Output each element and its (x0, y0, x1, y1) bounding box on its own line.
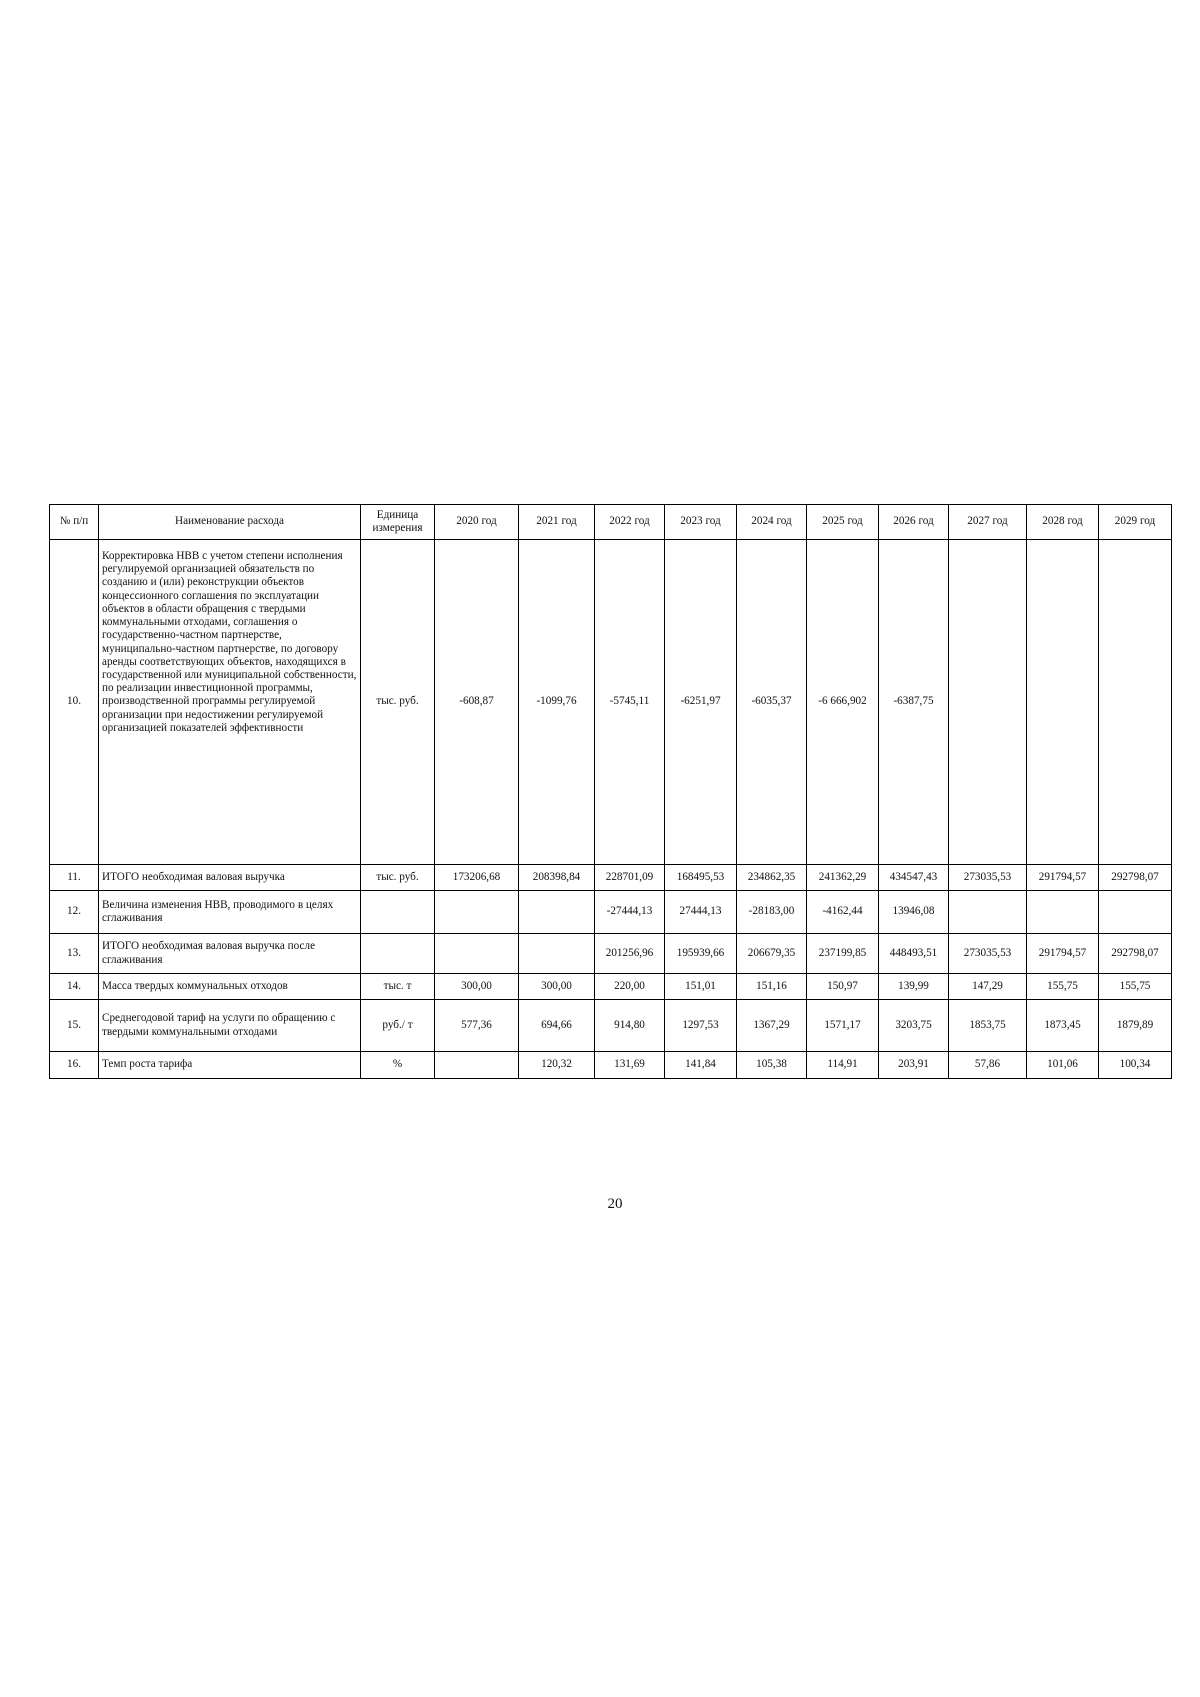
tariff-table (49, 504, 1172, 1079)
expense-name-cell: Масса твердых коммунальных отходов (99, 974, 361, 1000)
column-header: Единица измерения (361, 505, 435, 540)
column-header: 2028 год (1027, 505, 1099, 540)
value-cell: 292798,07 (1099, 865, 1172, 891)
value-cell: 241362,29 (807, 865, 879, 891)
value-cell: -28183,00 (737, 891, 807, 934)
value-cell (519, 891, 595, 934)
value-cell: -27444,13 (595, 891, 665, 934)
value-cell: 105,38 (737, 1052, 807, 1079)
value-cell: 434547,43 (879, 865, 949, 891)
value-cell: 577,36 (435, 1000, 519, 1052)
value-cell: 273035,53 (949, 934, 1027, 974)
value-cell: 155,75 (1099, 974, 1172, 1000)
table-row (50, 1052, 1172, 1079)
column-header: 2026 год (879, 505, 949, 540)
value-cell: -4162,44 (807, 891, 879, 934)
expense-name-cell: Корректировка НВВ с учетом степени исполнения регулируемой организацией обязательств по созданию и (или) реконструкции объектов концессионного соглашения по эксплуатации объектов в области обращения с твердыми коммунальными отходами, соглашения о государственно-частном партнерстве, муниципально-частном партнерстве, по договору аренды соответствующих объектов, находящихся в государственной или муниципальной собственности, по реализации инвестиционной программы, производственной программы регулируемой организации при недостижении регулируемой организацией показателей эффективности (99, 540, 361, 865)
column-header: 2021 год (519, 505, 595, 540)
column-header: 2020 год (435, 505, 519, 540)
value-cell: -6 666,902 (807, 540, 879, 865)
table-body (50, 540, 1172, 1079)
table-row (50, 540, 1172, 865)
value-cell: 151,01 (665, 974, 737, 1000)
value-cell (519, 934, 595, 974)
value-cell: 1571,17 (807, 1000, 879, 1052)
value-cell: 291794,57 (1027, 865, 1099, 891)
value-cell (435, 891, 519, 934)
row-number-cell: 16. (50, 1052, 99, 1079)
table-row (50, 865, 1172, 891)
value-cell (1027, 540, 1099, 865)
value-cell: -1099,76 (519, 540, 595, 865)
row-number-cell: 10. (50, 540, 99, 865)
value-cell: 27444,13 (665, 891, 737, 934)
value-cell: 13946,08 (879, 891, 949, 934)
value-cell: 195939,66 (665, 934, 737, 974)
expense-name-cell: ИТОГО необходимая валовая выручка (99, 865, 361, 891)
value-cell: -6035,37 (737, 540, 807, 865)
value-cell: 147,29 (949, 974, 1027, 1000)
value-cell: -608,87 (435, 540, 519, 865)
value-cell: 234862,35 (737, 865, 807, 891)
column-header: 2022 год (595, 505, 665, 540)
expense-name-cell: Среднегодовой тариф на услуги по обращению с твердыми коммунальными отходами (99, 1000, 361, 1052)
value-cell: 292798,07 (1099, 934, 1172, 974)
value-cell: 173206,68 (435, 865, 519, 891)
value-cell: 914,80 (595, 1000, 665, 1052)
value-cell: 131,69 (595, 1052, 665, 1079)
value-cell: 120,32 (519, 1052, 595, 1079)
table-row (50, 934, 1172, 974)
value-cell: 300,00 (435, 974, 519, 1000)
value-cell: 155,75 (1027, 974, 1099, 1000)
column-header: 2023 год (665, 505, 737, 540)
value-cell: 151,16 (737, 974, 807, 1000)
value-cell: -6251,97 (665, 540, 737, 865)
expense-name-cell: Темп роста тарифа (99, 1052, 361, 1079)
value-cell: 3203,75 (879, 1000, 949, 1052)
value-cell (435, 1052, 519, 1079)
value-cell (949, 540, 1027, 865)
unit-cell: руб./ т (361, 1000, 435, 1052)
value-cell: 1879,89 (1099, 1000, 1172, 1052)
row-number-cell: 11. (50, 865, 99, 891)
value-cell: 203,91 (879, 1052, 949, 1079)
value-cell: 101,06 (1027, 1052, 1099, 1079)
value-cell (435, 934, 519, 974)
expense-name-cell: Величина изменения НВВ, проводимого в целях сглаживания (99, 891, 361, 934)
table-row (50, 974, 1172, 1000)
value-cell: 150,97 (807, 974, 879, 1000)
row-number-cell: 14. (50, 974, 99, 1000)
value-cell: -5745,11 (595, 540, 665, 865)
expense-name-cell: ИТОГО необходимая валовая выручка после сглаживания (99, 934, 361, 974)
row-number-cell: 12. (50, 891, 99, 934)
value-cell: 291794,57 (1027, 934, 1099, 974)
value-cell: 228701,09 (595, 865, 665, 891)
value-cell: 57,86 (949, 1052, 1027, 1079)
unit-cell: % (361, 1052, 435, 1079)
value-cell: 273035,53 (949, 865, 1027, 891)
unit-cell (361, 934, 435, 974)
unit-cell (361, 891, 435, 934)
value-cell: 1297,53 (665, 1000, 737, 1052)
value-cell (1027, 891, 1099, 934)
value-cell: 206679,35 (737, 934, 807, 974)
value-cell: 220,00 (595, 974, 665, 1000)
column-header: 2024 год (737, 505, 807, 540)
unit-cell: тыс. т (361, 974, 435, 1000)
header-row (50, 505, 1172, 540)
value-cell (1099, 540, 1172, 865)
row-number-cell: 13. (50, 934, 99, 974)
value-cell: 139,99 (879, 974, 949, 1000)
value-cell: 201256,96 (595, 934, 665, 974)
value-cell: 100,34 (1099, 1052, 1172, 1079)
unit-cell: тыс. руб. (361, 865, 435, 891)
column-header: 2025 год (807, 505, 879, 540)
column-header: Наименование расхода (99, 505, 361, 540)
unit-cell: тыс. руб. (361, 540, 435, 865)
value-cell: 168495,53 (665, 865, 737, 891)
value-cell: -6387,75 (879, 540, 949, 865)
value-cell: 300,00 (519, 974, 595, 1000)
value-cell: 694,66 (519, 1000, 595, 1052)
page-number: 20 (607, 1196, 623, 1212)
table-row (50, 1000, 1172, 1052)
column-header: 2029 год (1099, 505, 1172, 540)
value-cell: 141,84 (665, 1052, 737, 1079)
value-cell: 1367,29 (737, 1000, 807, 1052)
column-header: № п/п (50, 505, 99, 540)
value-cell: 1873,45 (1027, 1000, 1099, 1052)
value-cell: 448493,51 (879, 934, 949, 974)
row-number-cell: 15. (50, 1000, 99, 1052)
value-cell: 114,91 (807, 1052, 879, 1079)
value-cell (949, 891, 1027, 934)
table-row (50, 891, 1172, 934)
table-header (50, 505, 1172, 540)
value-cell: 208398,84 (519, 865, 595, 891)
value-cell: 237199,85 (807, 934, 879, 974)
value-cell: 1853,75 (949, 1000, 1027, 1052)
column-header: 2027 год (949, 505, 1027, 540)
value-cell (1099, 891, 1172, 934)
